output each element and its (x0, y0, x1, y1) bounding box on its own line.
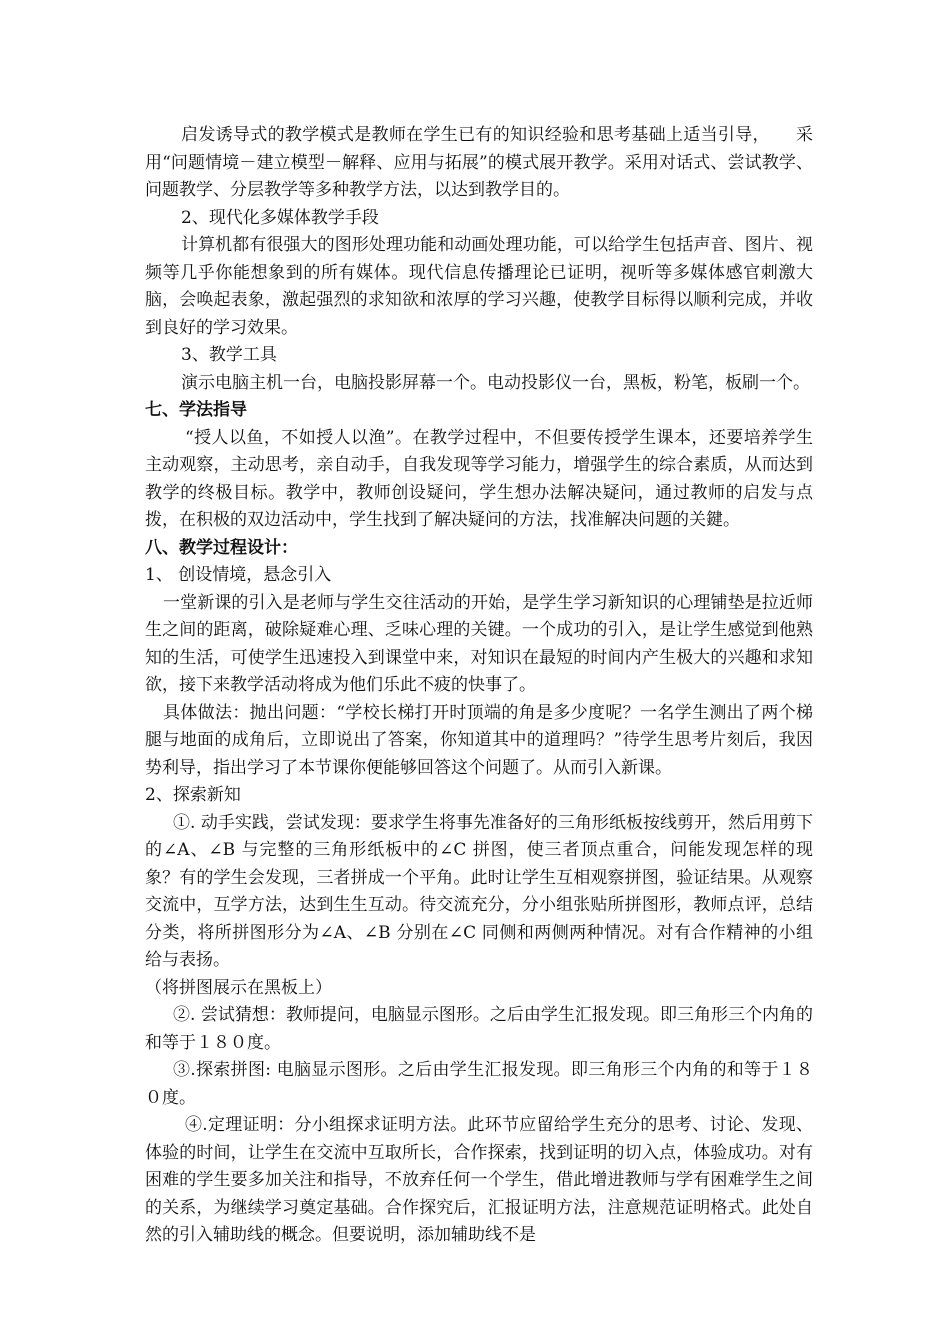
paragraph-puzzle: ③.探索拼图: 电脑显示图形。之后由学生汇报发现。即三角形三个内角的和等于１８０度。 (145, 1060, 813, 1108)
section-heading-teaching-process: 八、教学过程设计： (145, 537, 298, 558)
paragraph-guess: ②. 尝试猜想：教师提问，电脑显示图形。之后由学生汇报发现。即三角形三个内角的和等于１８０度。 (145, 1005, 813, 1053)
paragraph-display-note: （将拼图展示在黑板上） (145, 977, 332, 998)
section-heading-study-method: 七、学法指导 (145, 400, 247, 420)
paragraph-teaching-tools: 演示电脑主机一台，电脑投影屏幕一个。电动投影仪一台，黑板，粉笔，板刷一个。 (181, 372, 810, 393)
paragraph-hands-on: ①. 动手实践，尝试发现：要求学生将事先准备好的三角形纸板按线剪开，然后用剪下的∠A、∠B 与完整的三角形纸板中的∠C 拼图，使三者顶点重合，问能发现怎样的现象？有的学生会发现，三者拼成一个平角。此时让学生互相观察拼图，验证结果。从观察交流中，互学方法，达到生生互动。待交流充分，分小组张贴所拼图形，教师点评，总结分类，将所拼图形分为∠A、∠B 分别在∠C 同侧和两侧两种情况。对有合作精神的小组给与表扬。 (145, 812, 813, 970)
paragraph-method: 具体做法：抛出问题：“学校长梯打开时顶端的角是多少度呢？一名学生测出了两个梯腿与地面的成角后，立即说出了答案，你知道其中的道理吗？”待学生思考片刻后，我因势利导，指出学习了本节课你便能够回答这个问题了。从而引入新课。 (145, 702, 813, 778)
paragraph-introduction: 一堂新课的引入是老师与学生交往活动的开始，是学生学习新知识的心理铺垫是拉近师生之间的距离，破除疑难心理、乏味心理的关键。一个成功的引入，是让学生感觉到他熟知的生活，可使学生迅速投入到课堂中来，对知识在最短的时间内产生极大的兴趣和求知欲，接下来教学活动将成为他们乐此不疲的快事了。 (145, 592, 813, 695)
document-body (145, 122, 813, 1250)
paragraph-study-method: “授人以鱼，不如授人以渔”。在教学过程中，不但要传授学生课本，还要培养学生主动观察，主动思考，亲自动手，自我发现等学习能力，增强学生的综合素质，从而达到教学的终极目标。教学中，教师创设疑问，学生想办法解决疑问，通过教师的启发与点拨，在积极的双边活动中，学生找到了解决疑问的方法，找准解决问题的关鍵。 (145, 427, 813, 530)
subheading-scenario: 1、 创设情境，悬念引入 (145, 565, 332, 585)
subheading-explore: 2、探索新知 (145, 785, 241, 805)
paragraph-multimedia: 计算机都有很强大的图形处理功能和动画处理功能，可以给学生包括声音、图片、视频等几乎你能想象到的所有媒体。现代信息传播理论已证明，视听等多媒体感官刺激大脑，会唤起表象，激起强烈的求知欲和浓厚的学习兴趣，使教学目标得以顺利完成，并收到良好的学习效果。 (145, 235, 813, 338)
paragraph-teaching-mode: 启发诱导式的教学模式是教师在学生已有的知识经验和思考基础上适当引导， 采用“问题情境－建立模型－解释、应用与拓展”的模式展开教学。采用对话式、尝试教学、问题教学、分层教学等多种教学方法，以达到教学目的。 (145, 125, 813, 200)
subheading-teaching-tools: 3、教学工具 (181, 345, 277, 365)
subheading-multimedia: 2、现代化多媒体教学手段 (181, 207, 379, 228)
paragraph-proof: ④.定理证明：分小组探求证明方法。此环节应留给学生充分的思考、讨论、发现、体验的时间，让学生在交流中互取所长，合作探索，找到证明的切入点，体验成功。对有困难的学生要多加关注和指导，不放弃任何一个学生，借此增进教师与学有困难学生之间的关系，为继续学习奠定基础。合作探究后，汇报证明方法，注意规范证明格式。此处自然的引入辅助线的概念。但要说明，添加辅助线不是 (145, 1115, 813, 1245)
